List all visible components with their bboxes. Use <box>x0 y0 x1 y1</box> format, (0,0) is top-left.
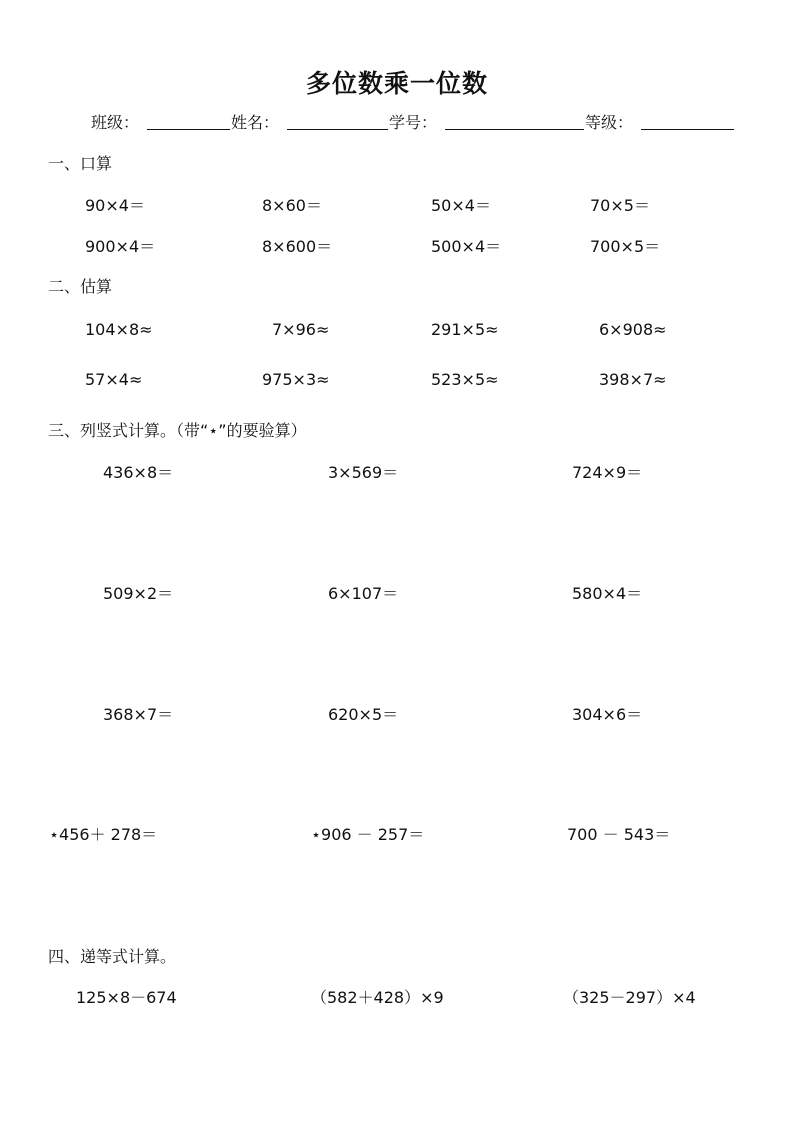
problem: （325－297）×4 <box>563 988 696 1007</box>
problem: 580×4＝ <box>572 584 643 603</box>
student-number-blank[interactable] <box>445 129 584 130</box>
problem: 700×5＝ <box>590 237 661 256</box>
problem: 900×4＝ <box>85 237 156 256</box>
grade-blank[interactable] <box>641 129 734 130</box>
problem: 7×96≈ <box>272 320 330 339</box>
class-label: 班级： <box>91 113 140 132</box>
section-heading: 四、递等式计算。 <box>48 947 177 966</box>
section-heading: 一、口算 <box>48 154 113 173</box>
grade-label: 等级： <box>585 113 634 132</box>
problem: （582＋428）×9 <box>311 988 444 1007</box>
problem: ⋆906 － 257＝ <box>311 825 425 844</box>
problem: 6×107＝ <box>328 584 399 603</box>
problem: 104×8≈ <box>85 320 153 339</box>
problem: 125×8－674 <box>76 988 177 1007</box>
problem: 6×908≈ <box>599 320 667 339</box>
problem: 700 － 543＝ <box>567 825 671 844</box>
problem: 500×4＝ <box>431 237 502 256</box>
name-blank[interactable] <box>287 129 388 130</box>
problem: 436×8＝ <box>103 463 174 482</box>
class-blank[interactable] <box>147 129 230 130</box>
problem: 291×5≈ <box>431 320 499 339</box>
section-heading: 二、估算 <box>48 277 113 296</box>
problem: ⋆456＋ 278＝ <box>49 825 158 844</box>
problem: 3×569＝ <box>328 463 399 482</box>
problem: 70×5＝ <box>590 196 650 215</box>
student-number-label: 学号： <box>389 113 438 132</box>
name-label: 姓名： <box>231 113 280 132</box>
page-title: 多位数乘一位数 <box>305 69 488 98</box>
problem: 8×60＝ <box>262 196 322 215</box>
problem: 620×5＝ <box>328 705 399 724</box>
problem: 368×7＝ <box>103 705 174 724</box>
problem: 724×9＝ <box>572 463 643 482</box>
problem: 57×4≈ <box>85 370 143 389</box>
problem: 509×2＝ <box>103 584 174 603</box>
problem: 90×4＝ <box>85 196 145 215</box>
problem: 398×7≈ <box>599 370 667 389</box>
problem: 975×3≈ <box>262 370 330 389</box>
problem: 304×6＝ <box>572 705 643 724</box>
problem: 523×5≈ <box>431 370 499 389</box>
problem: 8×600＝ <box>262 237 333 256</box>
problem: 50×4＝ <box>431 196 491 215</box>
section-heading: 三、列竖式计算。（带“⋆”的要验算） <box>48 421 307 440</box>
